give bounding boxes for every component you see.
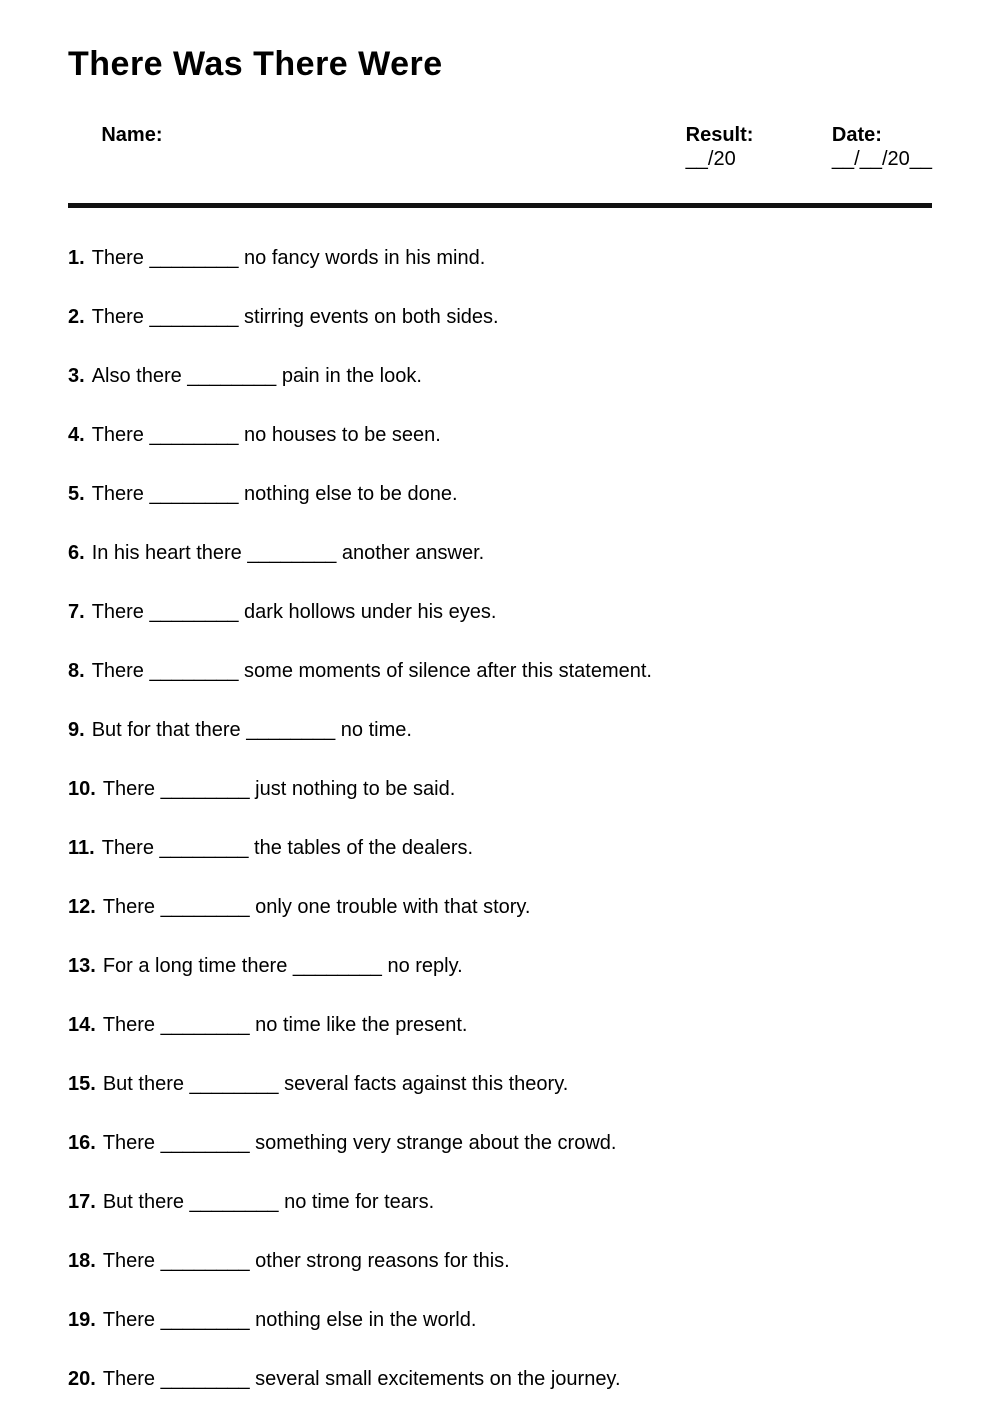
result-value: __/20 [685, 148, 736, 171]
question-text: There ________ only one trouble with that story. [102, 896, 531, 919]
question-row [68, 482, 932, 506]
question-row [68, 305, 932, 329]
question-number: 11. [68, 837, 95, 860]
name-field [68, 99, 162, 171]
question-row [68, 246, 932, 270]
date-value: __/__/20__ [831, 148, 932, 171]
question-text: There ________ other strong reasons for this. [102, 1250, 510, 1273]
question-row [68, 895, 932, 919]
question-text: In his heart there ________ another answer. [91, 542, 485, 565]
question-text: There ________ several small excitements on the journey. [102, 1368, 621, 1391]
page-title: There Was There Were [68, 45, 443, 83]
question-number: 4. [68, 424, 85, 447]
worksheet-meta-row [68, 99, 932, 208]
question-row [68, 364, 932, 388]
question-number: 2. [68, 306, 85, 329]
question-text: But there ________ no time for tears. [102, 1191, 435, 1214]
question-number: 13. [68, 955, 96, 978]
question-text: There ________ no houses to be seen. [91, 424, 441, 447]
result-field [641, 99, 753, 195]
result-label: Result: [685, 124, 754, 147]
question-text: There ________ nothing else to be done. [91, 483, 458, 506]
question-number: 8. [68, 660, 85, 683]
question-row [68, 1013, 932, 1037]
question-text: For a long time there ________ no reply. [102, 955, 463, 978]
question-text: There ________ just nothing to be said. [102, 778, 456, 801]
question-list [68, 246, 932, 1391]
question-text: There ________ dark hollows under his eyes. [91, 601, 497, 624]
question-number: 19. [68, 1309, 96, 1332]
question-text: But there ________ several facts against this theory. [102, 1073, 569, 1096]
question-text: Also there ________ pain in the look. [91, 365, 422, 388]
question-row [68, 1131, 932, 1155]
question-number: 17. [68, 1191, 96, 1214]
question-text: There ________ stirring events on both sides. [91, 306, 499, 329]
question-row [68, 1308, 932, 1332]
question-number: 20. [68, 1368, 96, 1391]
question-row [68, 541, 932, 565]
question-row [68, 777, 932, 801]
name-label: Name: [101, 124, 163, 147]
question-number: 12. [68, 896, 96, 919]
question-row [68, 1072, 932, 1096]
question-number: 10. [68, 778, 96, 801]
question-number: 15. [68, 1073, 96, 1096]
question-text: There ________ some moments of silence after this statement. [91, 660, 652, 683]
question-number: 18. [68, 1250, 96, 1273]
question-number: 14. [68, 1014, 96, 1037]
meta-right-group [641, 99, 932, 195]
question-text: There ________ no time like the present. [102, 1014, 468, 1037]
question-row [68, 600, 932, 624]
question-number: 16. [68, 1132, 96, 1155]
question-number: 6. [68, 542, 85, 565]
question-text: There ________ no fancy words in his mind. [91, 247, 486, 270]
date-label: Date: [831, 124, 882, 147]
question-number: 3. [68, 365, 85, 388]
question-row [68, 836, 932, 860]
question-number: 7. [68, 601, 85, 624]
question-text: There ________ nothing else in the world. [102, 1309, 477, 1332]
question-row [68, 718, 932, 742]
question-row [68, 1367, 932, 1391]
question-number: 1. [68, 247, 85, 270]
date-field [787, 99, 932, 195]
question-row [68, 1190, 932, 1214]
question-row [68, 954, 932, 978]
question-text: There ________ something very strange about the crowd. [102, 1132, 617, 1155]
question-text: But for that there ________ no time. [91, 719, 412, 742]
question-row [68, 1249, 932, 1273]
question-row [68, 659, 932, 683]
question-text: There ________ the tables of the dealers. [101, 837, 474, 860]
question-number: 5. [68, 483, 85, 506]
question-number: 9. [68, 719, 85, 742]
question-row [68, 423, 932, 447]
